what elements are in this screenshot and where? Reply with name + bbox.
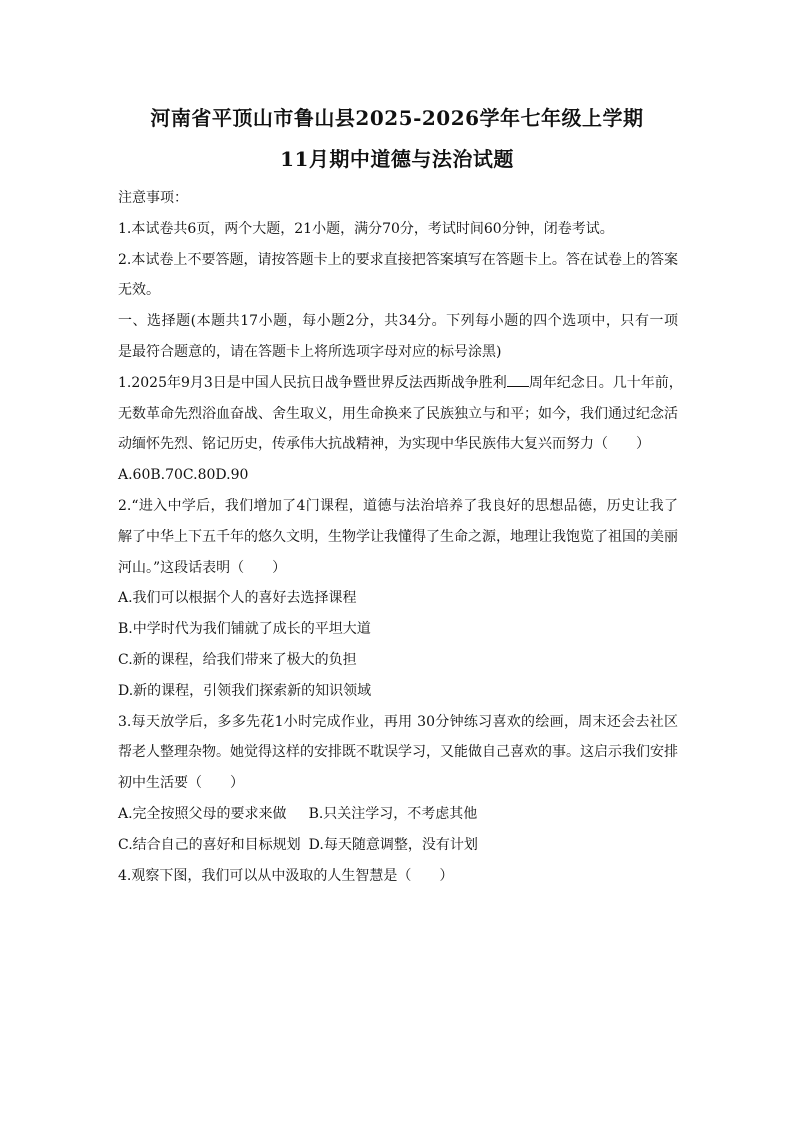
- question-3-option-a: A.完全按照父母的要求来做: [118, 805, 287, 822]
- question-4-line1: 4.观察下图，我们可以从中汲取的人生智慧是（ ）: [118, 867, 454, 884]
- question-3-options-row2: [118, 830, 678, 861]
- section1-instructions-line2: 是最符合题意的，请在答题卡上将所选项字母对应的标号涂黑): [118, 343, 502, 360]
- question-3-line1: 3.每天放学后，多多先花1小时完成作业，再用 30分钟练习喜欢的绘画，周末还会去社区: [118, 713, 678, 730]
- exam-body: [118, 183, 683, 891]
- question-3-option-d: D.每天随意调整，没有计划: [308, 836, 478, 853]
- question-2-line2: 解了中华上下五千年的悠久文明，生物学让我懂得了生命之源，地理让我饱览了祖国的美丽: [118, 528, 678, 545]
- question-1-text-before-blank: 1.2025年9月3日是中国人民抗日战争暨世界反法西斯战争胜利: [118, 374, 507, 391]
- section1-instructions-line1: 一、选择题(本题共17小题，每小题2分，共34分。下列每小题的四个选项中，只有一项: [118, 313, 678, 330]
- question-3-line3: 初中生活要（ ）: [118, 775, 244, 792]
- question-2-option-a: A.我们可以根据个人的喜好去选择课程: [118, 590, 357, 607]
- notice-item-2-line2: 无效。: [118, 282, 160, 299]
- question-2-option-b: B.中学时代为我们铺就了成长的平坦大道: [118, 621, 371, 638]
- question-2-option-d: D.新的课程，引领我们探索新的知识领域: [118, 682, 372, 699]
- question-1-line3: 动缅怀先烈、铭记历史，传承伟大抗战精神，为实现中华民族伟大复兴而努力（ ）: [118, 436, 650, 453]
- question-2-option-c: C.新的课程，给我们带来了极大的负担: [118, 651, 357, 668]
- question-3-option-b: B.只关注学习，不考虑其他: [308, 805, 478, 822]
- question-3-option-c: C.结合自己的喜好和目标规划: [118, 836, 301, 853]
- notice-item-1: 1.本试卷共6页，两个大题，21小题，满分70分，考试时间60分钟，闭卷考试。: [118, 220, 614, 237]
- question-3-line2: 帮老人整理杂物。她觉得这样的安排既不耽误学习，又能做自己喜欢的事。这启示我们安排: [118, 744, 678, 761]
- question-3-options-row1: [118, 799, 678, 830]
- exam-title-line2: 11月期中道德与法治试题: [280, 147, 514, 171]
- question-1-text-after-blank: 周年纪念日。几十年前，: [528, 374, 683, 391]
- question-1-blank: [507, 372, 529, 387]
- question-1-line2: 无数革命先烈浴血奋战、舍生取义，用生命换来了民族独立与和平；如今，我们通过纪念活: [118, 405, 678, 422]
- question-2-line3: 河山。”这段话表明（ ）: [118, 559, 287, 576]
- notice-heading: 注意事项：: [118, 190, 188, 206]
- question-2-line1: 2.“进入中学后，我们增加了4门课程，道德与法治培养了我良好的思想品德，历史让我了: [118, 497, 678, 514]
- exam-title-line1: 河南省平顶山市鲁山县2025-2026学年七年级上学期: [150, 106, 644, 130]
- notice-item-2-line1: 2.本试卷上不要答题，请按答题卡上的要求直接把答案填写在答题卡上。答在试卷上的答案: [118, 251, 678, 268]
- question-1-line1: [118, 368, 683, 399]
- question-1-options: A.60B.70C.80D.90: [118, 467, 249, 484]
